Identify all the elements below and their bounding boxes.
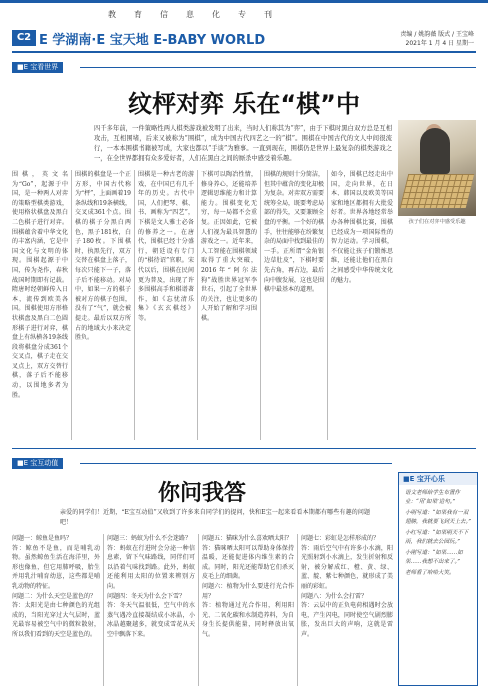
article2-column: 问题三：蚂蚁为什么不会迷路？ 答：蚂蚁在行进时会分泌一种信息素，留下气味路线，同伴们可以沿着气味找到路。此外，蚂蚁还能利用太阳的位置来辨别方向。 问题四：冬天为什么会下雪？ 答：冬天气温很低，空气中的水蒸气遇冷直接凝结成小冰晶，小冰晶越聚越多，就变成雪花从天空中飘落下来。 <box>107 535 195 638</box>
column-divider <box>103 534 104 686</box>
photo-caption: 孩子们在对弈中感受乐趣 <box>408 219 466 225</box>
column-divider <box>198 534 199 686</box>
column-divider <box>260 170 261 440</box>
section-title: E 学湖南·E 宝天地 E-BABY WORLD <box>39 33 266 48</box>
article2-tag: ■E 宝互动值 <box>12 458 63 469</box>
section-divider <box>12 448 476 449</box>
banner-rule <box>0 0 488 3</box>
editor-info <box>400 30 474 48</box>
article1-title: 纹枰对弈 乐在“棋”中 <box>128 90 360 118</box>
article1-tag-rule <box>80 67 476 68</box>
editor-line: 责编 / 姚韵薇 版式 / 王宝峰 <box>400 31 474 38</box>
fun-box-line: 小明写道：“如果我有一双翅膀，我就要飞到天上去。” <box>405 510 472 525</box>
article1-column: 围棋是一种古老的游戏，在中国已有几千年的历史。古代中国，人们把琴、棋、书、画称为“四艺”，下棋是文人雅士必备的修养之一。在唐代，围棋已经十分盛行，朝廷设有专门的“棋待诏”官职。宋代以后，围棋在民间更为普及，出现了许多围棋高手和棋谱著作，如《忘忧清乐集》《玄玄棋经》等。 <box>138 171 194 322</box>
fun-box-line: 小红写道：“如果明天不下雨，我们就去公园玩。” <box>405 530 469 545</box>
column-divider <box>197 170 198 440</box>
article2-column: 问题一：鲸鱼是鱼吗？ 答：鲸鱼不是鱼，而是哺乳动物。虽然鲸鱼生活在海洋里，外形也像鱼，但它用肺呼吸，胎生并用乳汁哺育幼崽，这些都是哺乳动物的特征。 问题二：为什么天空是蓝色的？ 答：太阳光是由七种颜色的光组成的，当阳光穿过大气层时，蓝光最容易被空气中的微粒散射，所以我们看到的天空是蓝色的。 <box>12 535 100 638</box>
page-header <box>0 27 488 51</box>
banner-title: 教育信息化专刊 <box>108 10 290 19</box>
page-code: C2 <box>12 30 36 46</box>
article1-tag: ■E 宝看世界 <box>12 62 63 73</box>
fun-box-heading: ■E 宝开心乐 <box>399 473 477 485</box>
top-banner <box>0 0 488 26</box>
column-divider <box>134 170 135 440</box>
fun-box-line: 老师看了哈哈大笑。 <box>405 570 455 576</box>
article1-column: 围棋，英文名为“Go”，起源于中国，是一种两人对弈的策略型棋类游戏，使用格状棋盘及黑白二色棋子进行对弈。围棋蕴含着中华文化的丰富内涵，它是中国文化与文明的体现。围棋起源于中国，传为尧作，春秋战国时期即有记载。隋唐时经朝鲜传入日本，流传到欧美各国。围棋使用方形格状棋盘及黑白二色圆形棋子进行对弈，棋盘上有纵横各19条线段将棋盘分成361个交叉点，棋子走在交叉点上，双方交替行棋，落子后不能移动，以围地多者为胜。 <box>12 171 68 399</box>
date-line: 2021年 1 月 4 日 星期一 <box>405 40 474 47</box>
column-divider <box>327 170 328 440</box>
article2-title: 你问我答 <box>157 481 246 506</box>
article1-column: 围棋的棋盘是一个正方形，中国古代称为“枰”，上面画着19条纵线和19条横线，交叉成361个点。围棋的棋子分黑白两色，黑子181枚，白子180枚。下围棋时，执黑先行，双方交替在棋盘上落子，每次只能下一子，落子后不能移动。对局中，如果一方的棋子被对方的棋子包围，没有了“气”，就会被提走。最后以双方所占的地域大小来决定胜负。 <box>75 171 131 342</box>
go-game-photo <box>398 120 476 216</box>
column-divider <box>71 170 72 440</box>
fun-box-line: 小刚写道：“如果……如果……我想不出来了。” <box>405 550 463 565</box>
article2-column: 问题七：彩虹是怎样形成的？ 答：雨后空气中有许多小水滴，阳光照射到小水滴上，发生折射和反射，被分解成红、橙、黄、绿、蓝、靛、紫七种颜色，就形成了美丽的彩虹。 问题八：为什么会打雷？ 答：云层中的正负电荷相遇时会放电，产生闪电，同时使空气剧烈膨胀，发出巨大的声响，这就是雷声。 <box>301 535 393 638</box>
header-rule <box>12 51 476 53</box>
article2-column: 问题五：猫咪为什么喜欢晒太阳？ 答：猫咪晒太阳可以帮助身体保持温暖，还能促进体内维生素的合成。同时，阳光还能帮助它们杀灭皮毛上的细菌。 问题六：植物为什么要进行光合作用？ 答：植物通过光合作用，利用阳光、二氧化碳和水制造养料，为自身生长提供能量，同时释放出氧气。 <box>202 535 294 638</box>
player-figure <box>420 128 450 174</box>
fun-box-body <box>405 489 473 580</box>
column-divider <box>297 534 298 686</box>
fun-box <box>398 472 478 686</box>
article1-column: 下棋可以陶冶性情，修身养心，还能培养逻辑思维能力和计算能力。围棋变化无穷，每一局都不会重复。正因如此，它被人们视为最具智慧的游戏之一。近年来，人工智能在围棋领域取得了重大突破，2016年“阿尔法狗”战胜世界冠军李世石，引起了全世界的关注，也让更多的人开始了解和学习围棋。 <box>201 171 257 322</box>
article1-column: 围棋的规则十分简洁，但其中蕴含的变化却极为复杂。对弈双方需要统筹全局，既要考虑局部的得失，又要兼顾全盘的平衡。一个好的棋手，往往能够在纷繁复杂的局面中找到最佳的一手。正所谓“金角银边草肚皮”，下棋时要先占角，再占边，最后向中腹发展，这也是围棋中最基本的道理。 <box>264 171 324 294</box>
article1-lead: 四千多年前，一件策略性两人棋类游戏被发明了出来，当时人们称其为“弈”，由于下棋时黑白双方总是互相攻击，互相围堵，后来又被称为“围棋”，成为中国古代四艺之一的“棋”。围棋在中国古代的文人中间很流行，一本本围棋书籍被写成，大家也都以“手谈”为雅事。一直到现在，围棋仍是世界上最复杂的棋类游戏之一，在全世界都拥有众多爱好者，人们在黑白之间的厮杀中感受着乐趣。 <box>94 125 392 162</box>
article2-tag-rule <box>80 463 392 464</box>
go-board-grid <box>400 174 474 208</box>
article2-lead: 亲爱的同学们！近期，“E宝互动值”又收到了许多来自同学们的提问，快和E宝一起来看看本期都有哪些有趣的问题吧！ <box>60 509 370 526</box>
article1-column: 如今，围棋已经走出中国，走向世界，在日本、韩国以及欧美等国家和地区都拥有大批爱好者。世界各地经常举办各种围棋比赛，围棋已经成为一项国际性的智力运动。学习围棋，不仅能让孩子们锻炼思维，还能让他们在黑白之间感受中华传统文化的魅力。 <box>331 171 393 284</box>
fun-box-line: 语文老师给学生布置作业：“用‘如果’造句。” <box>405 490 461 505</box>
